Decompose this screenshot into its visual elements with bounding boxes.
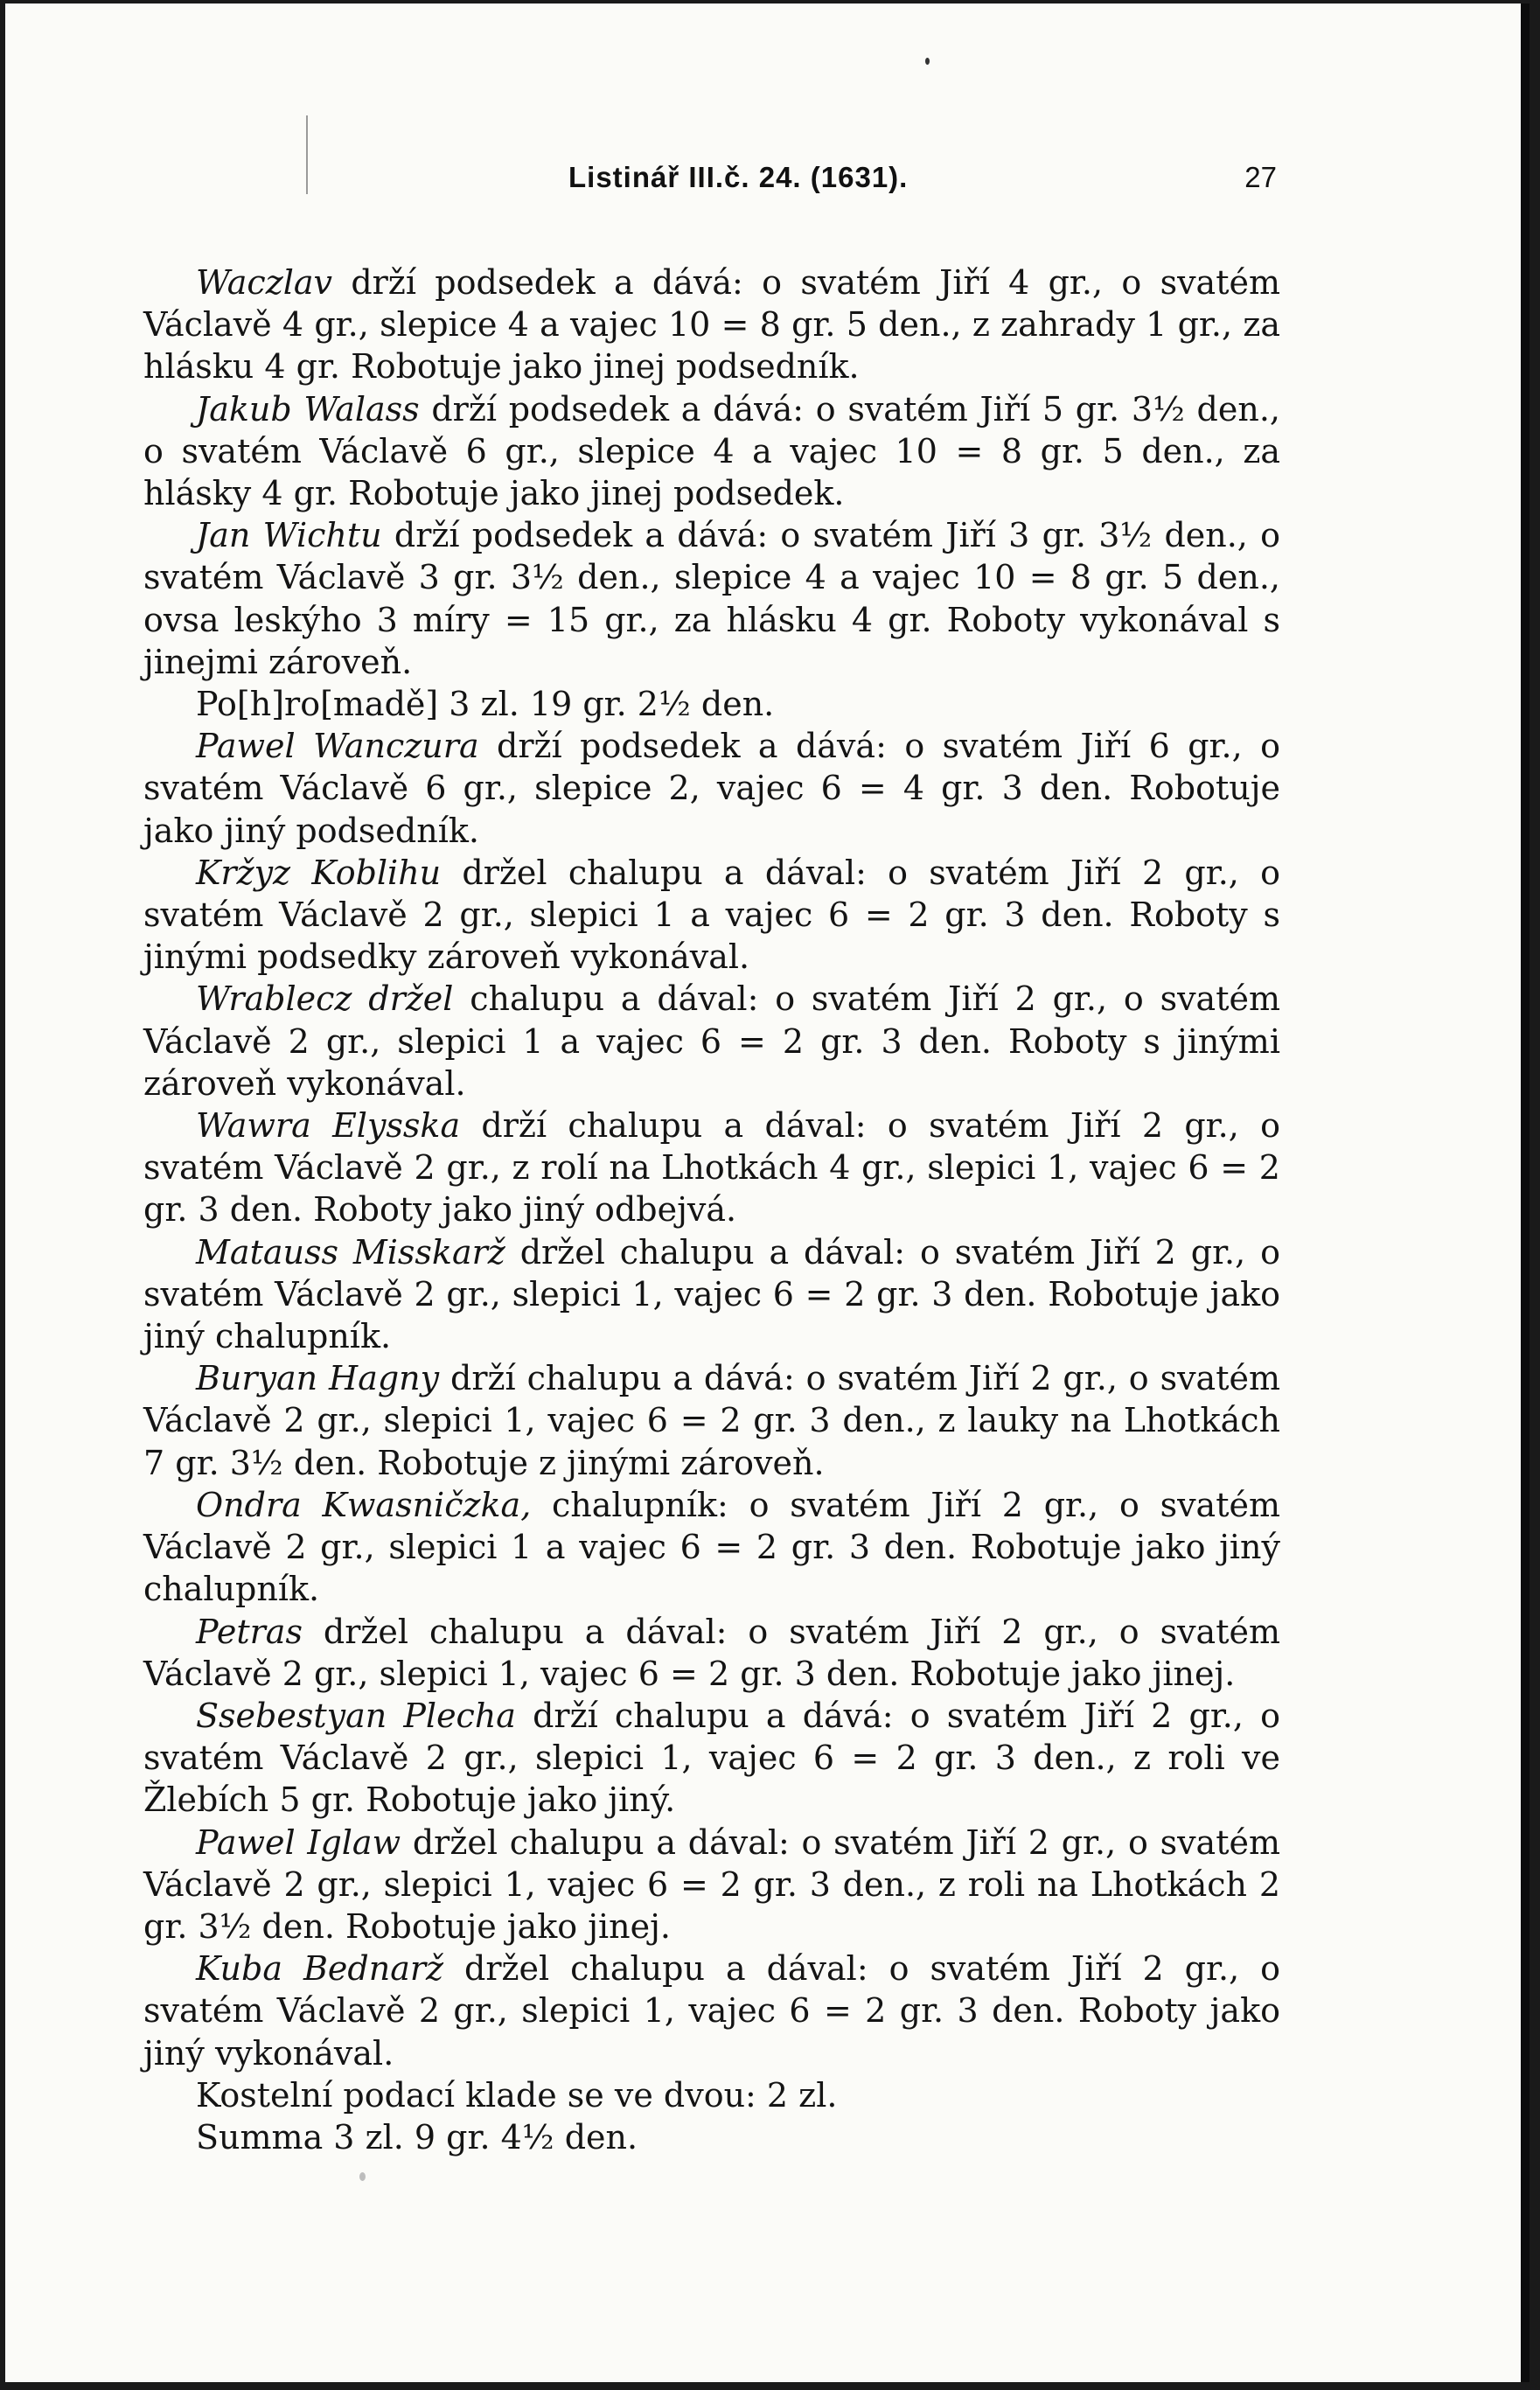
scanned-page bbox=[5, 3, 1530, 2382]
running-title: Listinář III.č. 24. (1631). bbox=[568, 161, 909, 193]
page-header bbox=[149, 161, 1277, 205]
paragraph-text: držel chalupu a dával: o svatém Jiří 2 gr., o svatém Václavě 2 gr., slepici 1, vajec 6 = 2 gr. 3 den., z roli na Lhotkách 2 gr. 3½ den. Robotuje jako jinej. bbox=[143, 1822, 1280, 1946]
paragraph-text: Po[h]ro[madě] 3 zl. 19 gr. 2½ den. bbox=[196, 685, 775, 724]
paragraph-12 bbox=[143, 1611, 1280, 1695]
page-number: 27 bbox=[1244, 161, 1277, 193]
scan-speck bbox=[359, 2172, 366, 2181]
paragraph-text: drží chalupu a dává: o svatém Jiří 2 gr., o svatém Václavě 2 gr., slepici 1, vajec 6 = 2 gr. 3 den., z roli ve Žlebích 5 gr. Robotuje jako jiný. bbox=[143, 1696, 1280, 1820]
paragraph-text: drží podsedek a dává: o svatém Jiří 3 gr. 3½ den., o svatém Václavě 3 gr. 3½ den., slepice 4 a vajec 10 = 8 gr. 5 den., ovsa leskýho 3 míry = 15 gr., za hlásku 4 gr. Roboty vykonával s jinejmi zároveň. bbox=[143, 516, 1281, 681]
paragraph-2 bbox=[143, 388, 1280, 515]
paragraph-text: drží podsedek a dává: o svatém Jiří 4 gr., o svatém Václavě 4 gr., slepice 4 a vajec 10 = 8 gr. 5 den., z zahrady 1 gr., za hlásku 4 gr. Robotuje jako jinej podsedník. bbox=[143, 263, 1280, 387]
page-body bbox=[143, 261, 1280, 2158]
paragraph-7 bbox=[143, 978, 1280, 1104]
paragraph-text: drží chalupu a dával: o svatém Jiří 2 gr., o svatém Václavě 2 gr., z rolí na Lhotkách 4 gr., slepici 1, vajec 6 = 2 gr. 3 den. Roboty jako jiný odbejvá. bbox=[143, 1106, 1280, 1230]
paragraph-text: držel chalupu a dával: o svatém Jiří 2 gr., o svatém Václavě 2 gr., slepici 1, vajec 6 = 2 gr. 3 den. Robotuje jako jinej. bbox=[143, 1612, 1280, 1693]
person-name: Ssebestyan Plecha bbox=[196, 1696, 516, 1735]
paragraph-text: chalupník: o svatém Jiří 2 gr., o svatém Václavě 2 gr., slepici 1 a vajec 6 = 2 gr. 3 den. Robotuje jako jiný chalupník. bbox=[143, 1485, 1280, 1609]
paragraph-11 bbox=[143, 1484, 1280, 1611]
person-name: Jan Wichtu bbox=[196, 516, 382, 555]
person-name: Matauss Misskarž bbox=[196, 1232, 505, 1272]
paragraph-text: držel chalupu a dával: o svatém Jiří 2 gr., o svatém Václavě 2 gr., slepici 1, vajec 6 = 2 gr. 3 den. Roboty jako jiný vykonával. bbox=[143, 1949, 1281, 2073]
paragraph-9 bbox=[143, 1231, 1280, 1358]
paragraph-6 bbox=[143, 852, 1280, 979]
person-name: Wrablecz držel bbox=[196, 979, 454, 1019]
person-name: Waczlav bbox=[196, 263, 332, 302]
subtotal bbox=[143, 683, 1280, 725]
paragraph-14 bbox=[143, 1822, 1280, 1948]
paragraph-text: držel chalupu a dával: o svatém Jiří 2 gr., o svatém Václavě 2 gr., slepici 1 a vajec 6 = 2 gr. 3 den. Roboty s jinými podsedky zároveň vykonával. bbox=[143, 853, 1280, 977]
church-fee: Kostelní podací klade se ve dvou: 2 zl. bbox=[196, 2075, 838, 2115]
paragraph-text: drží chalupu a dává: o svatém Jiří 2 gr., o svatém Václavě 2 gr., slepici 1, vajec 6 = 2 gr. 3 den., z lauky na Lhotkách 7 gr. 3½ den. Robotuje z jinými zároveň. bbox=[143, 1359, 1280, 1482]
person-name: Kuba Bednarž bbox=[196, 1949, 444, 1989]
total-sum: Summa 3 zl. 9 gr. 4½ den. bbox=[196, 2117, 638, 2157]
person-name: Pawel Iglaw bbox=[196, 1822, 401, 1862]
paragraph-5 bbox=[143, 725, 1280, 852]
person-name: Buryan Hagny bbox=[196, 1359, 440, 1398]
person-name: Petras bbox=[196, 1612, 303, 1651]
paragraph-15 bbox=[143, 1948, 1280, 2074]
paragraph-3 bbox=[143, 514, 1280, 683]
person-name: Ondra Kwasničzka, bbox=[196, 1485, 532, 1524]
person-name: Wawra Elysska bbox=[196, 1106, 461, 1146]
paragraph-10 bbox=[143, 1357, 1280, 1484]
scan-speck bbox=[925, 58, 930, 65]
paragraph-text: držel chalupu a dával: o svatém Jiří 2 gr., o svatém Václavě 2 gr., slepici 1, vajec 6 = 2 gr. 3 den. Robotuje jako jiný chalupník. bbox=[143, 1232, 1280, 1356]
person-name: Pawel Wanczura bbox=[196, 727, 479, 766]
person-name: Jakub Walass bbox=[196, 389, 420, 429]
paragraph-13 bbox=[143, 1695, 1280, 1822]
paragraph-8 bbox=[143, 1104, 1280, 1231]
paragraph-text: drží podsedek a dává: o svatém Jiří 6 gr., o svatém Václavě 6 gr., slepice 2, vajec 6 = 4 gr. 3 den. Robotuje jako jiný podsedník. bbox=[143, 727, 1280, 850]
paragraph-1 bbox=[143, 261, 1280, 388]
paragraph-text: drží podsedek a dává: o svatém Jiří 5 gr. 3½ den., o svatém Václavě 6 gr., slepice 4 a vajec 10 = 8 gr. 5 den., za hlásky 4 gr. Robotuje jako jinej podsedek. bbox=[143, 389, 1280, 513]
paragraph-text: chalupu a dával: o svatém Jiří 2 gr., o svatém Václavě 2 gr., slepici 1 a vajec 6 = 2 gr. 3 den. Roboty s jinými zároveň vykonával. bbox=[143, 979, 1280, 1103]
person-name: Kržyz Koblihu bbox=[196, 853, 442, 892]
